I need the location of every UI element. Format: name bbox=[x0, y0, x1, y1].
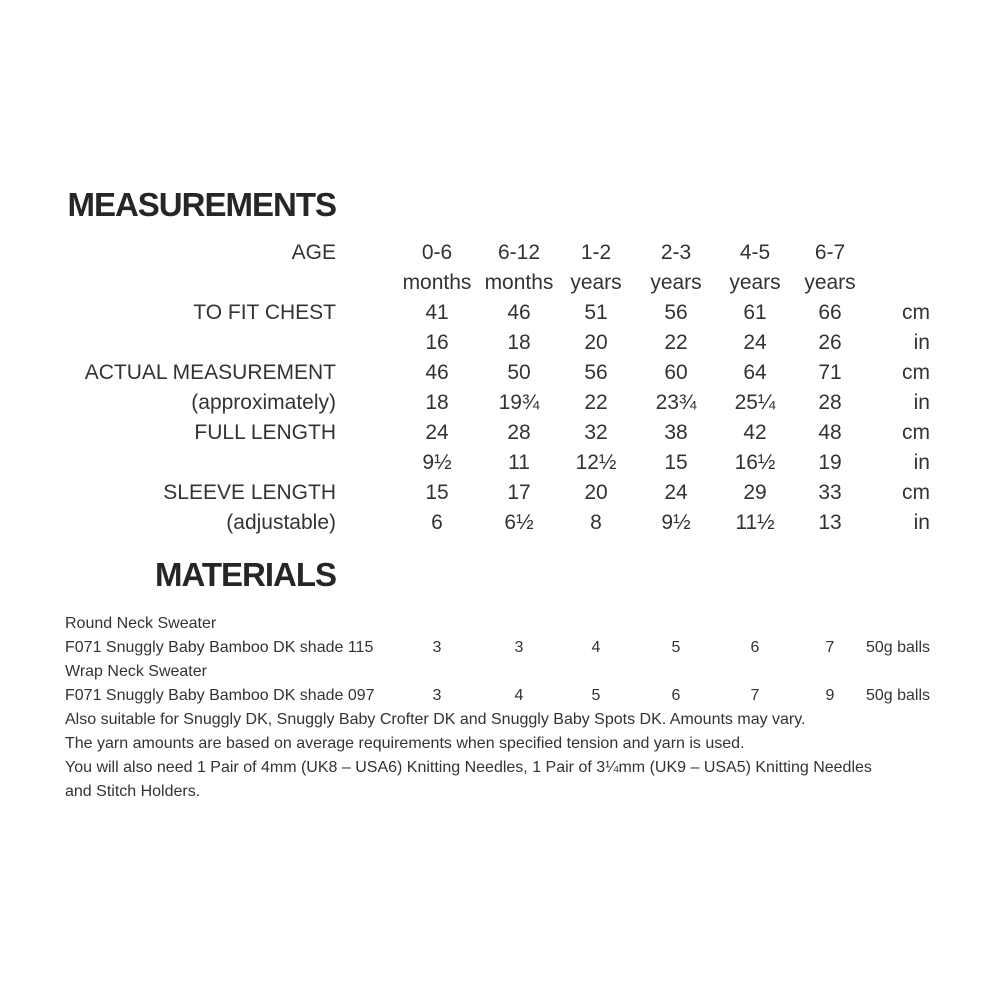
yarn-ball-count: 3 bbox=[432, 687, 442, 704]
yarn-ball-count: 3 bbox=[514, 639, 524, 656]
materials-heading: MATERIALS bbox=[154, 556, 336, 593]
measurement-value: 9½ bbox=[422, 451, 452, 474]
measurement-value: 18 bbox=[425, 391, 449, 414]
age-range: 6-12 bbox=[497, 241, 541, 264]
measurement-value: 6 bbox=[431, 511, 443, 534]
measurement-row-label: TO FIT CHEST bbox=[193, 301, 336, 324]
measurement-value: 28 bbox=[818, 391, 842, 414]
measurement-value: 20 bbox=[584, 481, 608, 504]
measurement-value: 24 bbox=[664, 481, 688, 504]
measurement-value: 24 bbox=[743, 331, 767, 354]
measurements-heading: MEASUREMENTS bbox=[67, 186, 336, 223]
measurement-value: 60 bbox=[664, 361, 688, 384]
yarn-ball-count: 7 bbox=[750, 687, 760, 704]
measurement-value: 9½ bbox=[661, 511, 691, 534]
age-range: 0-6 bbox=[421, 241, 453, 264]
measurement-value: 41 bbox=[425, 301, 449, 324]
measurement-value: 32 bbox=[584, 421, 608, 444]
measurement-value: 50 bbox=[507, 361, 531, 384]
measurement-value: 56 bbox=[584, 361, 608, 384]
materials-line: Wrap Neck Sweater bbox=[65, 663, 207, 680]
materials-line: The yarn amounts are based on average requirements when specified tension and yarn is used. bbox=[65, 735, 745, 752]
measurement-value: 61 bbox=[743, 301, 767, 324]
measurement-value: 24 bbox=[425, 421, 449, 444]
yarn-ball-count: 9 bbox=[825, 687, 835, 704]
measurement-value: 25¼ bbox=[734, 391, 776, 414]
measurement-row-label: (adjustable) bbox=[226, 511, 336, 534]
age-unit: years bbox=[804, 271, 856, 294]
measurement-unit: in bbox=[913, 331, 930, 354]
measurement-value: 46 bbox=[425, 361, 449, 384]
age-unit: years bbox=[650, 271, 702, 294]
materials-line: and Stitch Holders. bbox=[65, 783, 201, 800]
measurement-unit: in bbox=[913, 391, 930, 414]
measurement-value: 19 bbox=[818, 451, 842, 474]
measurement-value: 20 bbox=[584, 331, 608, 354]
yarn-ball-count: 3 bbox=[432, 639, 442, 656]
measurement-unit: cm bbox=[902, 301, 930, 324]
measurement-value: 29 bbox=[743, 481, 767, 504]
yarn-ball-count: 6 bbox=[671, 687, 681, 704]
age-unit: months bbox=[484, 271, 554, 294]
measurement-row-label: ACTUAL MEASUREMENT bbox=[84, 361, 336, 384]
age-unit: years bbox=[570, 271, 622, 294]
measurement-value: 64 bbox=[743, 361, 767, 384]
measurement-value: 17 bbox=[507, 481, 531, 504]
measurement-value: 71 bbox=[818, 361, 842, 384]
measurement-value: 16½ bbox=[734, 451, 776, 474]
measurement-value: 48 bbox=[818, 421, 842, 444]
materials-line: You will also need 1 Pair of 4mm (UK8 – USA6) Knitting Needles, 1 Pair of 3¼mm (UK9 – USA5) Knitting Needles bbox=[65, 759, 872, 776]
measurement-value: 18 bbox=[507, 331, 531, 354]
age-range: 6-7 bbox=[814, 241, 846, 264]
measurement-value: 23¾ bbox=[655, 391, 697, 414]
measurement-value: 28 bbox=[507, 421, 531, 444]
materials-line: F071 Snuggly Baby Bamboo DK shade 115 bbox=[65, 639, 374, 656]
measurement-value: 38 bbox=[664, 421, 688, 444]
age-label: AGE bbox=[291, 241, 336, 264]
yarn-ball-unit: 50g balls bbox=[865, 687, 930, 704]
measurement-unit: cm bbox=[902, 361, 930, 384]
measurement-value: 11 bbox=[508, 451, 530, 474]
measurement-value: 8 bbox=[590, 511, 602, 534]
measurement-row-label: SLEEVE LENGTH bbox=[163, 481, 336, 504]
measurement-value: 51 bbox=[584, 301, 608, 324]
measurement-value: 33 bbox=[818, 481, 842, 504]
age-range: 4-5 bbox=[739, 241, 771, 264]
measurement-value: 66 bbox=[818, 301, 842, 324]
age-range: 1-2 bbox=[580, 241, 612, 264]
measurement-value: 6½ bbox=[504, 511, 534, 534]
measurement-value: 56 bbox=[664, 301, 688, 324]
yarn-ball-count: 5 bbox=[671, 639, 681, 656]
measurement-value: 22 bbox=[584, 391, 608, 414]
measurement-unit: in bbox=[913, 511, 930, 534]
measurement-value: 16 bbox=[425, 331, 449, 354]
age-range: 2-3 bbox=[660, 241, 692, 264]
yarn-ball-count: 4 bbox=[591, 639, 601, 656]
measurement-row-label: (approximately) bbox=[191, 391, 336, 414]
measurement-value: 12½ bbox=[575, 451, 617, 474]
measurement-value: 42 bbox=[743, 421, 767, 444]
yarn-ball-count: 7 bbox=[825, 639, 835, 656]
yarn-ball-count: 5 bbox=[591, 687, 601, 704]
measurement-value: 11½ bbox=[735, 511, 775, 534]
age-unit: months bbox=[402, 271, 472, 294]
yarn-ball-count: 4 bbox=[514, 687, 524, 704]
measurement-value: 15 bbox=[425, 481, 449, 504]
measurement-unit: in bbox=[913, 451, 930, 474]
measurement-unit: cm bbox=[902, 481, 930, 504]
measurement-row-label: FULL LENGTH bbox=[194, 421, 336, 444]
measurement-value: 22 bbox=[664, 331, 688, 354]
materials-line: F071 Snuggly Baby Bamboo DK shade 097 bbox=[65, 687, 375, 704]
age-unit: years bbox=[729, 271, 781, 294]
measurement-value: 26 bbox=[818, 331, 842, 354]
measurement-value: 46 bbox=[507, 301, 531, 324]
measurement-value: 19¾ bbox=[498, 391, 540, 414]
yarn-ball-unit: 50g balls bbox=[865, 639, 930, 656]
yarn-ball-count: 6 bbox=[750, 639, 760, 656]
measurement-value: 15 bbox=[664, 451, 688, 474]
measurement-value: 13 bbox=[818, 511, 842, 534]
materials-line: Round Neck Sweater bbox=[65, 615, 217, 632]
materials-line: Also suitable for Snuggly DK, Snuggly Baby Crofter DK and Snuggly Baby Spots DK. Amounts may vary. bbox=[65, 711, 806, 728]
measurement-unit: cm bbox=[902, 421, 930, 444]
